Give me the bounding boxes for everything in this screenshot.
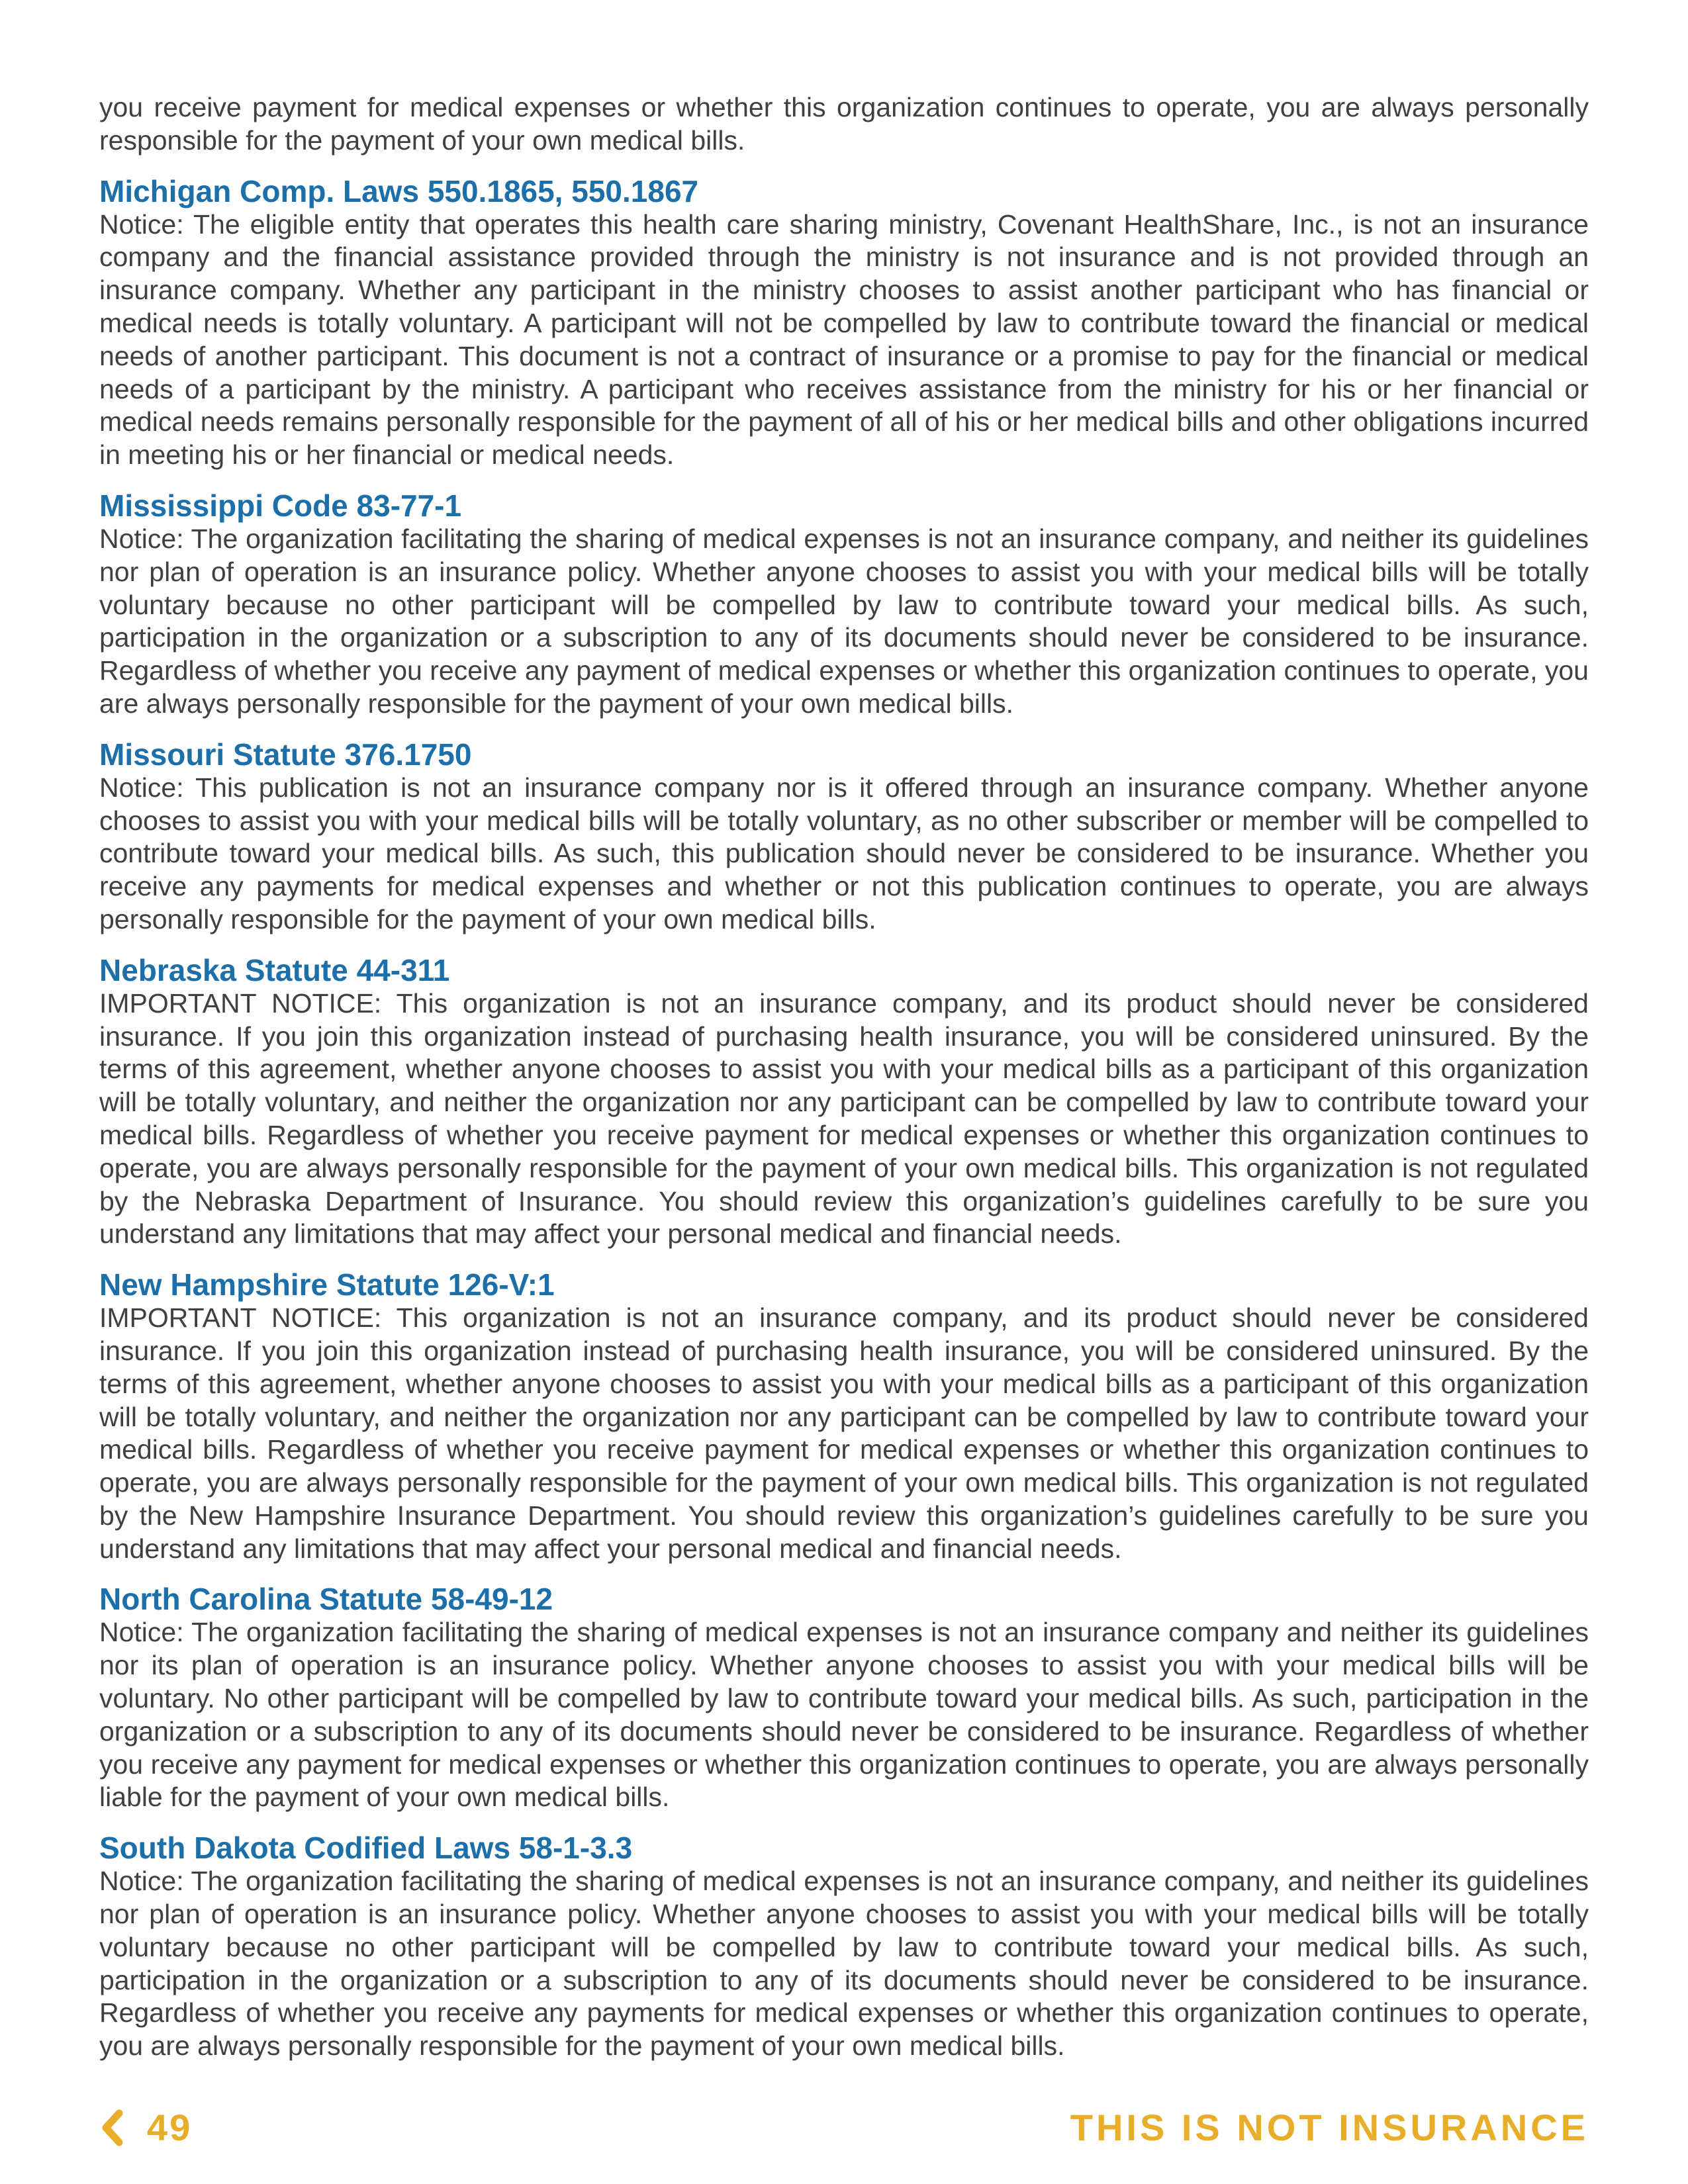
section-north-carolina [99, 1582, 1589, 1814]
section-body: Notice: This publication is not an insurance company nor is it offered through an insurance company. Whether anyone chooses to assist you with your medical bills will be totally voluntary, as no other subscriber or member will be compelled to contribute toward your medical bills. As such, this publication should never be considered to be insurance. Whether you receive any payments for medical expenses and whether or not this publication continues to operate, you are always personally responsible for the payment of your own medical bills. [99, 772, 1589, 934]
section-heading: South Dakota Codified Laws 58-1-3.3 [99, 1831, 633, 1866]
intro-paragraph: you receive payment for medical expenses or whether this organization continues to operate, you are always personally responsible for the payment of your own medical bills. [99, 92, 1589, 156]
section-heading: Nebraska Statute 44-311 [99, 952, 450, 987]
section-michigan [99, 174, 1589, 472]
section-heading: Michigan Comp. Laws 550.1865, 550.1867 [99, 173, 699, 208]
section-body: Notice: The organization facilitating the sharing of medical expenses is not an insurance company, and neither its guidelines nor plan of operation is an insurance policy. Whether anyone chooses to assist you with your medical bills will be totally voluntary because no other participant will be compelled by law to contribute toward your medical bills. As such, participation in the organization or a subscription to any of its documents should never be considered to be insurance. Regardless of whether you receive any payments for medical expenses or whether this organization continues to operate, you are always personally responsible for the payment of your own medical bills. [99, 1866, 1589, 2062]
section-heading: New Hampshire Statute 126-V:1 [99, 1267, 555, 1302]
section-new-hampshire [99, 1267, 1589, 1565]
section-south-dakota [99, 1831, 1589, 2063]
chevron-left-icon[interactable] [99, 2109, 126, 2146]
section-body: IMPORTANT NOTICE: This organization is not an insurance company, and its product should never be considered insurance. If you join this organization instead of purchasing health insurance, you will be considered uninsured. By the terms of this agreement, whether anyone chooses to assist you with your medical bills as a participant of this organization will be totally voluntary, and neither the organization nor any participant can be compelled by law to contribute toward your medical bills. Regardless of whether you receive payment for medical expenses or whether this organization continues to operate, you are always personally responsible for the payment of your own medical bills. This organization is not regulated by the New Hampshire Insurance Department. You should review this organization’s guidelines carefully to be sure you understand any limitations that may affect your personal medical and financial needs. [99, 1302, 1589, 1564]
section-mississippi [99, 488, 1589, 721]
page-content [99, 91, 1589, 2063]
footer-title: THIS IS NOT INSURANCE [1070, 2107, 1589, 2148]
page-number-nav[interactable] [99, 2105, 192, 2151]
section-heading: Missouri Statute 376.1750 [99, 737, 472, 772]
section-missouri [99, 737, 1589, 936]
page-number: 49 [147, 2107, 193, 2148]
section-body: Notice: The eligible entity that operates this health care sharing ministry, Covenant HealthShare, Inc., is not an insurance company and the financial assistance provided through the ministry is not insurance and is not provided through an insurance company. Whether any participant in the ministry chooses to assist another participant who has financial or medical needs is totally voluntary. A participant will not be compelled by law to contribute toward the financial or medical needs of another participant. This document is not a contract of insurance or a promise to pay for the financial or medical needs of a participant by the ministry. A participant who receives assistance from the ministry for his or her financial or medical needs remains personally responsible for the payment of all of his or her medical bills and other obligations incurred in meeting his or her financial or medical needs. [99, 208, 1589, 471]
section-body: Notice: The organization facilitating the sharing of medical expenses is not an insurance company and neither its guidelines nor its plan of operation is an insurance policy. Whether anyone chooses to assist you with your medical bills will be voluntary. No other participant will be compelled by law to contribute toward your medical bills. As such, participation in the organization or a subscription to any of its documents should never be considered to be insurance. Regardless of whether you receive any payment for medical expenses or whether this organization continues to operate, you are always personally liable for the payment of your own medical bills. [99, 1617, 1589, 1813]
section-heading: North Carolina Statute 58-49-12 [99, 1582, 553, 1617]
section-heading: Mississippi Code 83-77-1 [99, 488, 462, 523]
section-body: IMPORTANT NOTICE: This organization is not an insurance company, and its product should never be considered insurance. If you join this organization instead of purchasing health insurance, you will be considered uninsured. By the terms of this agreement, whether anyone chooses to assist you with your medical bills as a participant of this organization will be totally voluntary, and neither the organization nor any participant can be compelled by law to contribute toward your medical bills. Regardless of whether you receive payment for medical expenses or whether this organization continues to operate, you are always personally responsible for the payment of your own medical bills. This organization is not regulated by the Nebraska Department of Insurance. You should review this organization’s guidelines carefully to be sure you understand any limitations that may affect your personal medical and financial needs. [99, 987, 1589, 1250]
section-body: Notice: The organization facilitating the sharing of medical expenses is not an insurance company, and neither its guidelines nor plan of operation is an insurance policy. Whether anyone chooses to assist you with your medical bills will be totally voluntary because no other participant will be compelled by law to contribute toward your medical bills. As such, participation in the organization or a subscription to any of its documents should never be considered to be insurance. Regardless of whether you receive any payment of medical expenses or whether this organization continues to operate, you are always personally responsible for the payment of your own medical bills. [99, 523, 1589, 719]
section-nebraska [99, 953, 1589, 1251]
page-footer [99, 2105, 1589, 2151]
